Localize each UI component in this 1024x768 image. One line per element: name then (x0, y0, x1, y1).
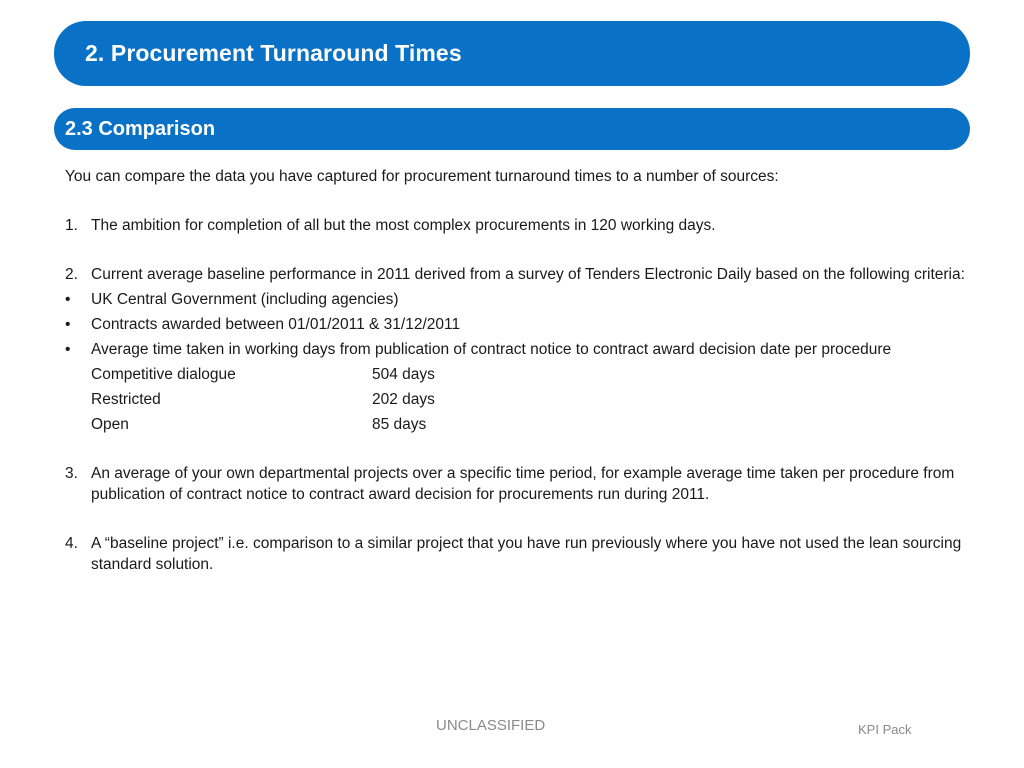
list-item-4 (65, 533, 985, 575)
bullet: • (65, 341, 71, 358)
list-item-text: An average of your own departmental projects over a specific time period, for example average time taken per procedure from publication of contract notice to contract award decision for procurements run during 2011. (91, 465, 955, 503)
bullet: • (65, 291, 71, 308)
procedure-row (91, 389, 985, 410)
criteria-text: Contracts awarded between 01/01/2011 & 31/12/2011 (91, 316, 461, 333)
procedure-days: 85 days (372, 416, 427, 433)
list-item-text: Current average baseline performance in 2011 derived from a survey of Tenders Electronic Daily based on the following criteria: (91, 266, 965, 283)
list-item-3 (65, 463, 985, 505)
pack-label: KPI Pack (858, 722, 912, 737)
list-item-2 (65, 264, 985, 285)
page-title: 2. Procurement Turnaround Times (85, 40, 462, 66)
list-number: 1. (65, 217, 78, 234)
procedure-name: Competitive dialogue (91, 366, 236, 383)
procedure-name: Open (91, 416, 129, 433)
list-item-text: A “baseline project” i.e. comparison to a similar project that you have run previously where you have not used the lean sourcing standard solution. (91, 535, 962, 573)
procedure-days: 202 days (372, 391, 435, 408)
title-banner (54, 21, 970, 86)
procedure-name: Restricted (91, 391, 161, 408)
procedure-table (65, 364, 985, 435)
criteria-text: Average time taken in working days from publication of contract notice to contract award decision date per procedure (91, 341, 892, 358)
list-item-1 (65, 215, 985, 236)
bullet: • (65, 316, 71, 333)
content-body (65, 166, 985, 603)
list-number: 2. (65, 266, 78, 283)
list-number: 3. (65, 465, 78, 482)
criteria-item-1 (65, 289, 985, 310)
criteria-text: UK Central Government (including agencies) (91, 291, 399, 308)
section-title: 2.3 Comparison (65, 117, 216, 140)
list-item-text: The ambition for completion of all but the most complex procurements in 120 working days. (91, 217, 716, 234)
list-number: 4. (65, 535, 78, 552)
procedure-row (91, 414, 985, 435)
procedure-days: 504 days (372, 366, 435, 383)
intro-text: You can compare the data you have captured for procurement turnaround times to a number of sources: (65, 168, 779, 185)
section-banner (54, 108, 970, 150)
criteria-item-3 (65, 339, 985, 360)
classification-label: UNCLASSIFIED (436, 717, 546, 734)
criteria-item-2 (65, 314, 985, 335)
procedure-row (91, 364, 985, 385)
